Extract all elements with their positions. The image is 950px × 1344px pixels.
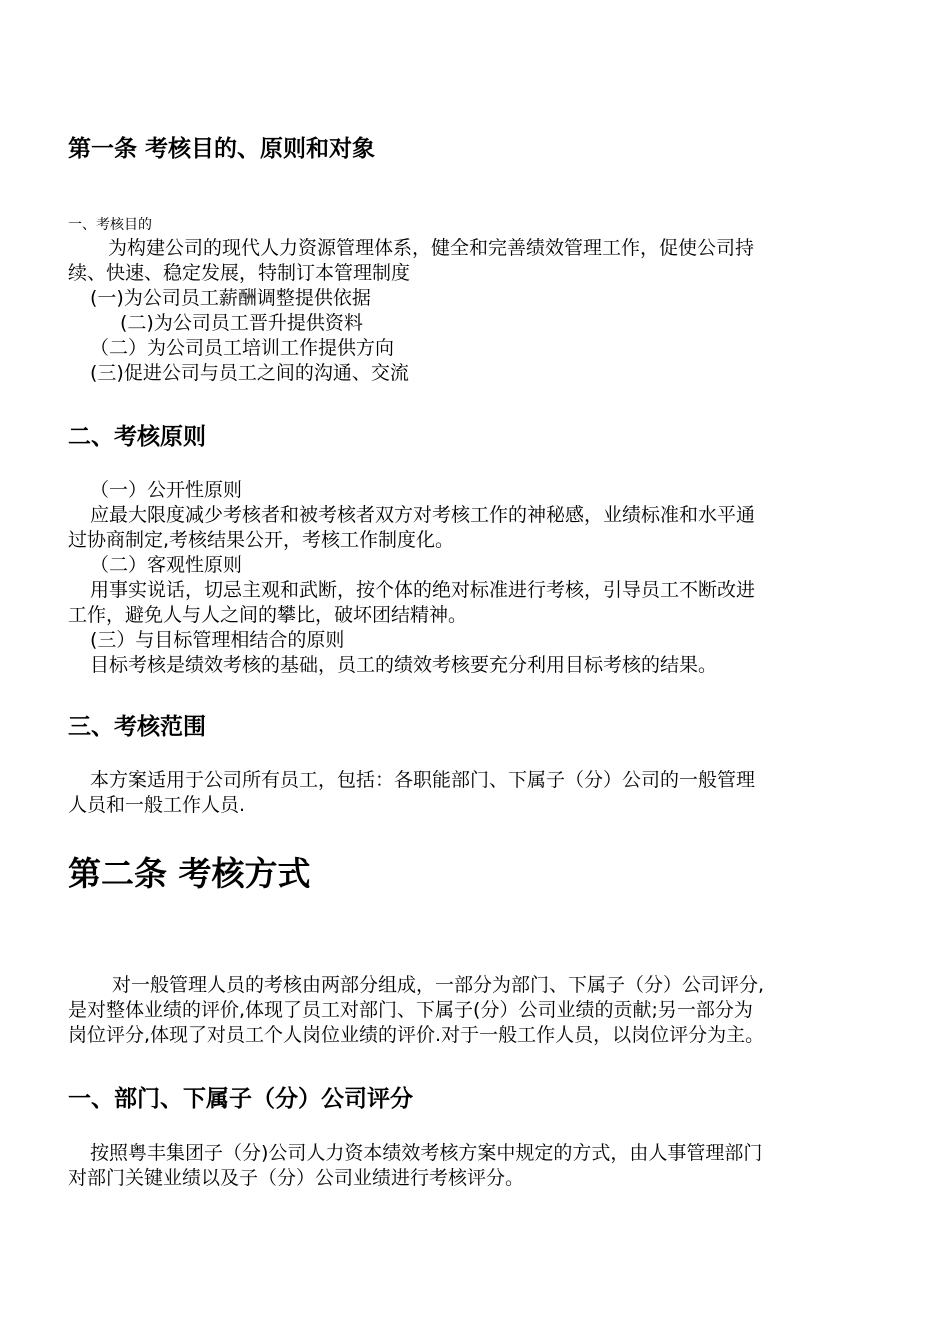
purpose-item: (二)为公司员工晋升提供资料 <box>120 312 363 334</box>
article2-intro-line3: 岗位评分,体现了对员工个人岗位业绩的评价.对于一般工作人员，以岗位评分为主。 <box>68 1024 765 1046</box>
principle3-line1: 目标考核是绩效考核的基础，员工的绩效考核要充分利用目标考核的结果。 <box>90 654 718 676</box>
dept-score-line2: 对部门关键业绩以及子（分）公司业绩进行考核评分。 <box>68 1167 525 1189</box>
scope-line1: 本方案适用于公司所有员工，包括：各职能部门、下属子（分）公司的一般管理 <box>90 769 756 791</box>
purpose-item: (三)促进公司与员工之间的沟通、交流 <box>90 362 409 384</box>
principle1-line2: 过协商制定,考核结果公开，考核工作制度化。 <box>68 529 455 551</box>
dept-score-line1: 按照粤丰集团子（分)公司人力资本绩效考核方案中规定的方式，由人事管理部门 <box>90 1142 763 1164</box>
purpose-item: (一)为公司员工薪酬调整提供依据 <box>90 287 371 309</box>
purpose-item: （二）为公司员工培训工作提供方向 <box>90 337 395 359</box>
principle1-title: （一）公开性原则 <box>90 479 243 501</box>
principles-heading: 二、考核原则 <box>68 424 206 450</box>
purpose-intro-line2: 续、快速、稳定发展，特制订本管理制度 <box>68 262 411 284</box>
scope-heading: 三、考核范围 <box>68 714 206 740</box>
dept-score-heading: 一、部门、下属子（分）公司评分 <box>68 1086 413 1112</box>
scope-line2: 人员和一般工作人员. <box>68 794 246 816</box>
principle2-line2: 工作，避免人与人之间的攀比，破坏团结精神。 <box>68 604 468 626</box>
principle1-line1: 应最大限度减少考核者和被考核者双方对考核工作的神秘感，业绩标准和水平通 <box>90 504 756 526</box>
principle2-line1: 用事实说话，切忌主观和武断，按个体的绝对标准进行考核，引导员工不断改进 <box>90 579 756 601</box>
article2-title: 第二条 考核方式 <box>68 854 311 893</box>
article2-intro-line1: 对一般管理人员的考核由两部分组成，一部分为部门、下属子（分）公司评分, <box>112 974 765 996</box>
principle2-title: （二）客观性原则 <box>90 554 243 576</box>
article2-intro-line2: 是对整体业绩的评价,体现了员工对部门、下属子(分）公司业绩的贡献;另一部分为 <box>68 999 753 1021</box>
principle3-title: (三）与目标管理相结合的原则 <box>90 629 345 651</box>
article1-title: 第一条 考核目的、原则和对象 <box>68 136 376 162</box>
purpose-label: 一、考核目的 <box>68 217 152 233</box>
purpose-intro-line1: 为构建公司的现代人力资源管理体系，健全和完善绩效管理工作，促使公司持 <box>108 237 755 259</box>
